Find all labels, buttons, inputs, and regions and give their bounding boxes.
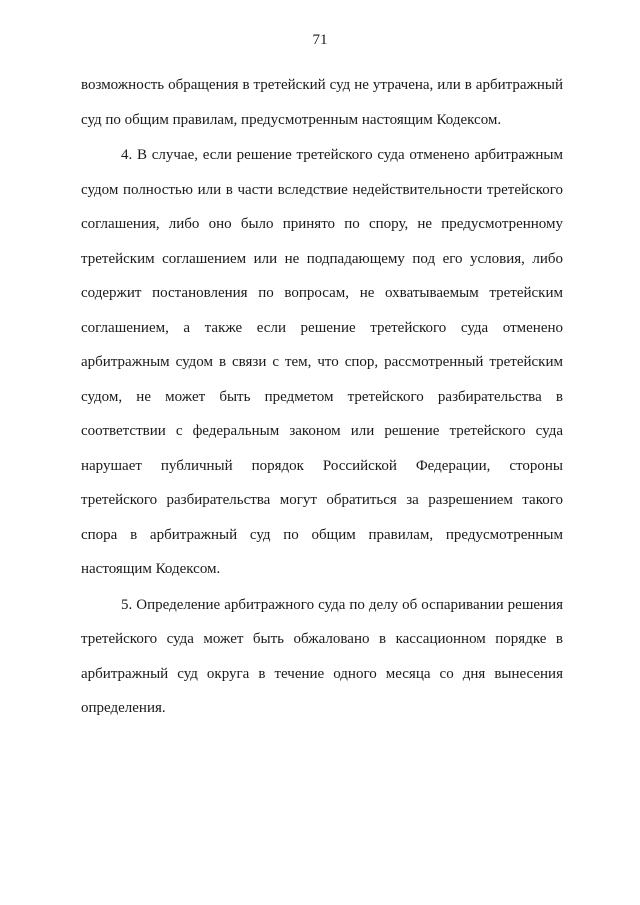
- paragraph-continuation: возможность обращения в третейский суд не утрачена, или в арбитражный суд по общим правилам, предусмотренным настоящим Кодексом.: [81, 77, 563, 128]
- page-number: 71: [312, 32, 328, 48]
- document-body: [81, 68, 563, 726]
- paragraph-item-5: 5. Определение арбитражного суда по делу об оспаривании решения третейского суда может быть обжаловано в кассационном порядке в арбитражный суд округа в течение одного месяца со дня вынесения определения.: [81, 596, 563, 716]
- paragraph-item-4: 4. В случае, если решение третейского суда отменено арбитражным судом полностью или в части вследствие недействительности третейского соглашения, либо оно было принято по спору, не предусмотренному третейским соглашением или не подпадающему под его условия, либо содержит постановления по вопросам, не охватываемым третейским соглашением, а также если решение третейского суда отменено арбитражным судом в связи с тем, что спор, рассмотренный третейским судом, не может быть предметом третейского разбирательства в соответствии с федеральным законом или решение третейского суда нарушает публичный порядок Российской Федерации, стороны третейского разбирательства могут обратиться за разрешением такого спора в арбитражный суд по общим правилам, предусмотренным настоящим Кодексом.: [81, 147, 563, 577]
